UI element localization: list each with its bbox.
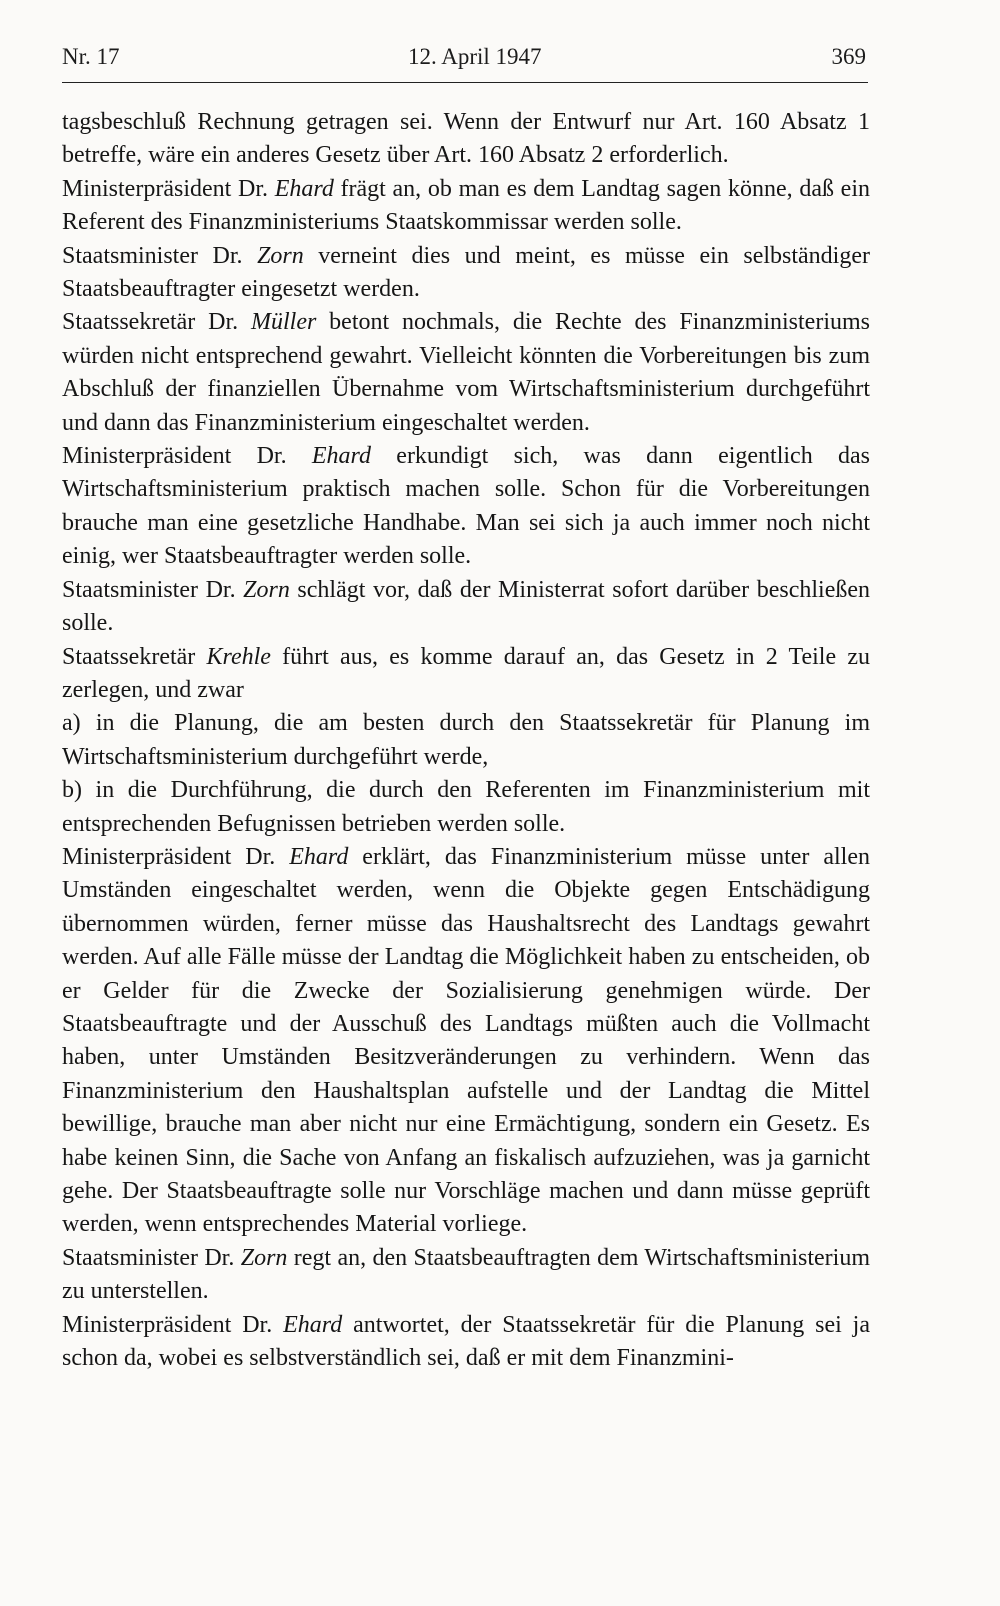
- text-segment: betont nochmals, die Rechte des Finanzministeriums würden nicht entsprechend gewahrt. Vielleicht könnten die Vorbereitungen bis zum Abschluß der finanziellen Übernahme vom Wirtschaftsministerium durchgeführt und dann das Finanzministerium eingeschaltet werden.: [62, 309, 870, 436]
- text-segment: frägt an, ob man es dem Landtag sagen könne, daß ein Referent des Finanzministeriums Staatskommissar werden solle.: [62, 175, 870, 236]
- speaker-name: Zorn: [243, 576, 290, 603]
- text-segment: Staatsminister Dr.: [62, 1244, 241, 1271]
- page-header: [62, 44, 866, 80]
- paragraph: [62, 574, 870, 641]
- speaker-name: Ehard: [274, 175, 334, 202]
- text-segment: Ministerpräsident Dr.: [62, 175, 275, 202]
- speaker-name: Ehard: [283, 1311, 343, 1338]
- text-segment: führt aus, es komme darauf an, das Gesetz in 2 Teile zu zerlegen, und zwar: [62, 643, 871, 703]
- text-segment: Staatssekretär Dr.: [62, 309, 251, 336]
- text-segment: a) in die Planung, die am besten durch den Staatssekretär für Planung im Wirtschaftsministerium durchgeführt werde,: [62, 710, 870, 770]
- speaker-name: Zorn: [257, 242, 304, 269]
- paragraph: [62, 106, 870, 173]
- paragraph: [62, 306, 870, 440]
- list-item: [62, 774, 870, 841]
- speaker-name: Ehard: [311, 443, 371, 470]
- issue-number: Nr. 17: [62, 44, 120, 69]
- paragraph: [62, 173, 870, 240]
- paragraph: [62, 1242, 870, 1309]
- text-segment: Ministerpräsident Dr.: [62, 443, 312, 470]
- speaker-name: Müller: [250, 309, 317, 336]
- text-segment: schlägt vor, daß der Ministerrat sofort darüber beschließen solle.: [62, 576, 871, 637]
- issue-date: 12. April 1947: [408, 44, 542, 69]
- paragraph: [62, 240, 870, 307]
- header-rule: [62, 82, 868, 83]
- text-segment: erkundigt sich, was dann eigentlich das Wirtschaftsministerium praktisch machen solle. Schon für die Vorbereitungen brauche man eine gesetzliche Handhabe. Man sei sich ja auch immer noch nicht einig, wer Staatsbeauftragter werden solle.: [62, 443, 870, 570]
- text-segment: regt an, den Staatsbeauftragten dem Wirtschaftsministerium zu unterstellen.: [62, 1244, 871, 1305]
- speaker-name: Krehle: [206, 643, 271, 670]
- text-segment: b) in die Durchführung, die durch den Referenten im Finanzministerium mit entsprechenden Befugnissen betrieben werden solle.: [62, 777, 870, 837]
- paragraph: [62, 440, 870, 574]
- speaker-name: Zorn: [240, 1244, 288, 1271]
- text-segment: erklärt, das Finanzministerium müsse unter allen Umständen eingeschaltet werden, wenn die Objekte gegen Entschädigung übernommen würden, ferner müsse das Haushaltsrecht des Landtags gewahrt werden. Auf alle Fälle müsse der Landtag die Möglichkeit haben zu entscheiden, ob er Gelder für die Zwecke der Sozialisierung genehmigen würde. Der Staatsbeauftragte und der Ausschuß des Landtags müßten auch die Vollmacht haben, unter Umständen Besitzveränderungen zu verhindern. Wenn das Finanzministerium den Haushaltsplan aufstelle und der Landtag die Mittel bewillige, brauche man aber nicht nur eine Ermächtigung, sondern ein Gesetz. Es habe keinen Sinn, die Sache von Anfang an fiskalisch aufzuziehen, was ja garnicht gehe. Der Staatsbeauftragte solle nur Vorschläge machen und dann müsse geprüft werden, wenn entsprechendes Material vorliege.: [62, 843, 870, 1238]
- text-segment: tagsbeschluß Rechnung getragen sei. Wenn der Entwurf nur Art. 160 Absatz 1 betreffe, wäre ein anderes Gesetz über Art. 160 Absatz 2 erforderlich.: [62, 109, 870, 169]
- text-segment: Staatsminister Dr.: [62, 576, 244, 603]
- text-segment: Ministerpräsident Dr.: [62, 1311, 284, 1338]
- text-segment: verneint dies und meint, es müsse ein selbständiger Staatsbeauftragter eingesetzt werden.: [62, 242, 870, 303]
- text-segment: Staatsminister Dr.: [62, 242, 258, 269]
- paragraph: [62, 841, 870, 1242]
- page-number: 369: [831, 44, 866, 69]
- text-segment: Staatssekretär: [62, 643, 207, 670]
- body-text: [62, 106, 870, 1375]
- text-segment: Ministerpräsident Dr.: [62, 843, 290, 870]
- list-item: [62, 707, 870, 774]
- text-segment: antwortet, der Staatssekretär für die Planung sei ja schon da, wobei es selbstverständlich sei, daß er mit dem Finanzmini-: [62, 1311, 870, 1372]
- paragraph: [62, 641, 870, 708]
- speaker-name: Ehard: [289, 843, 349, 870]
- paragraph: [62, 1309, 870, 1376]
